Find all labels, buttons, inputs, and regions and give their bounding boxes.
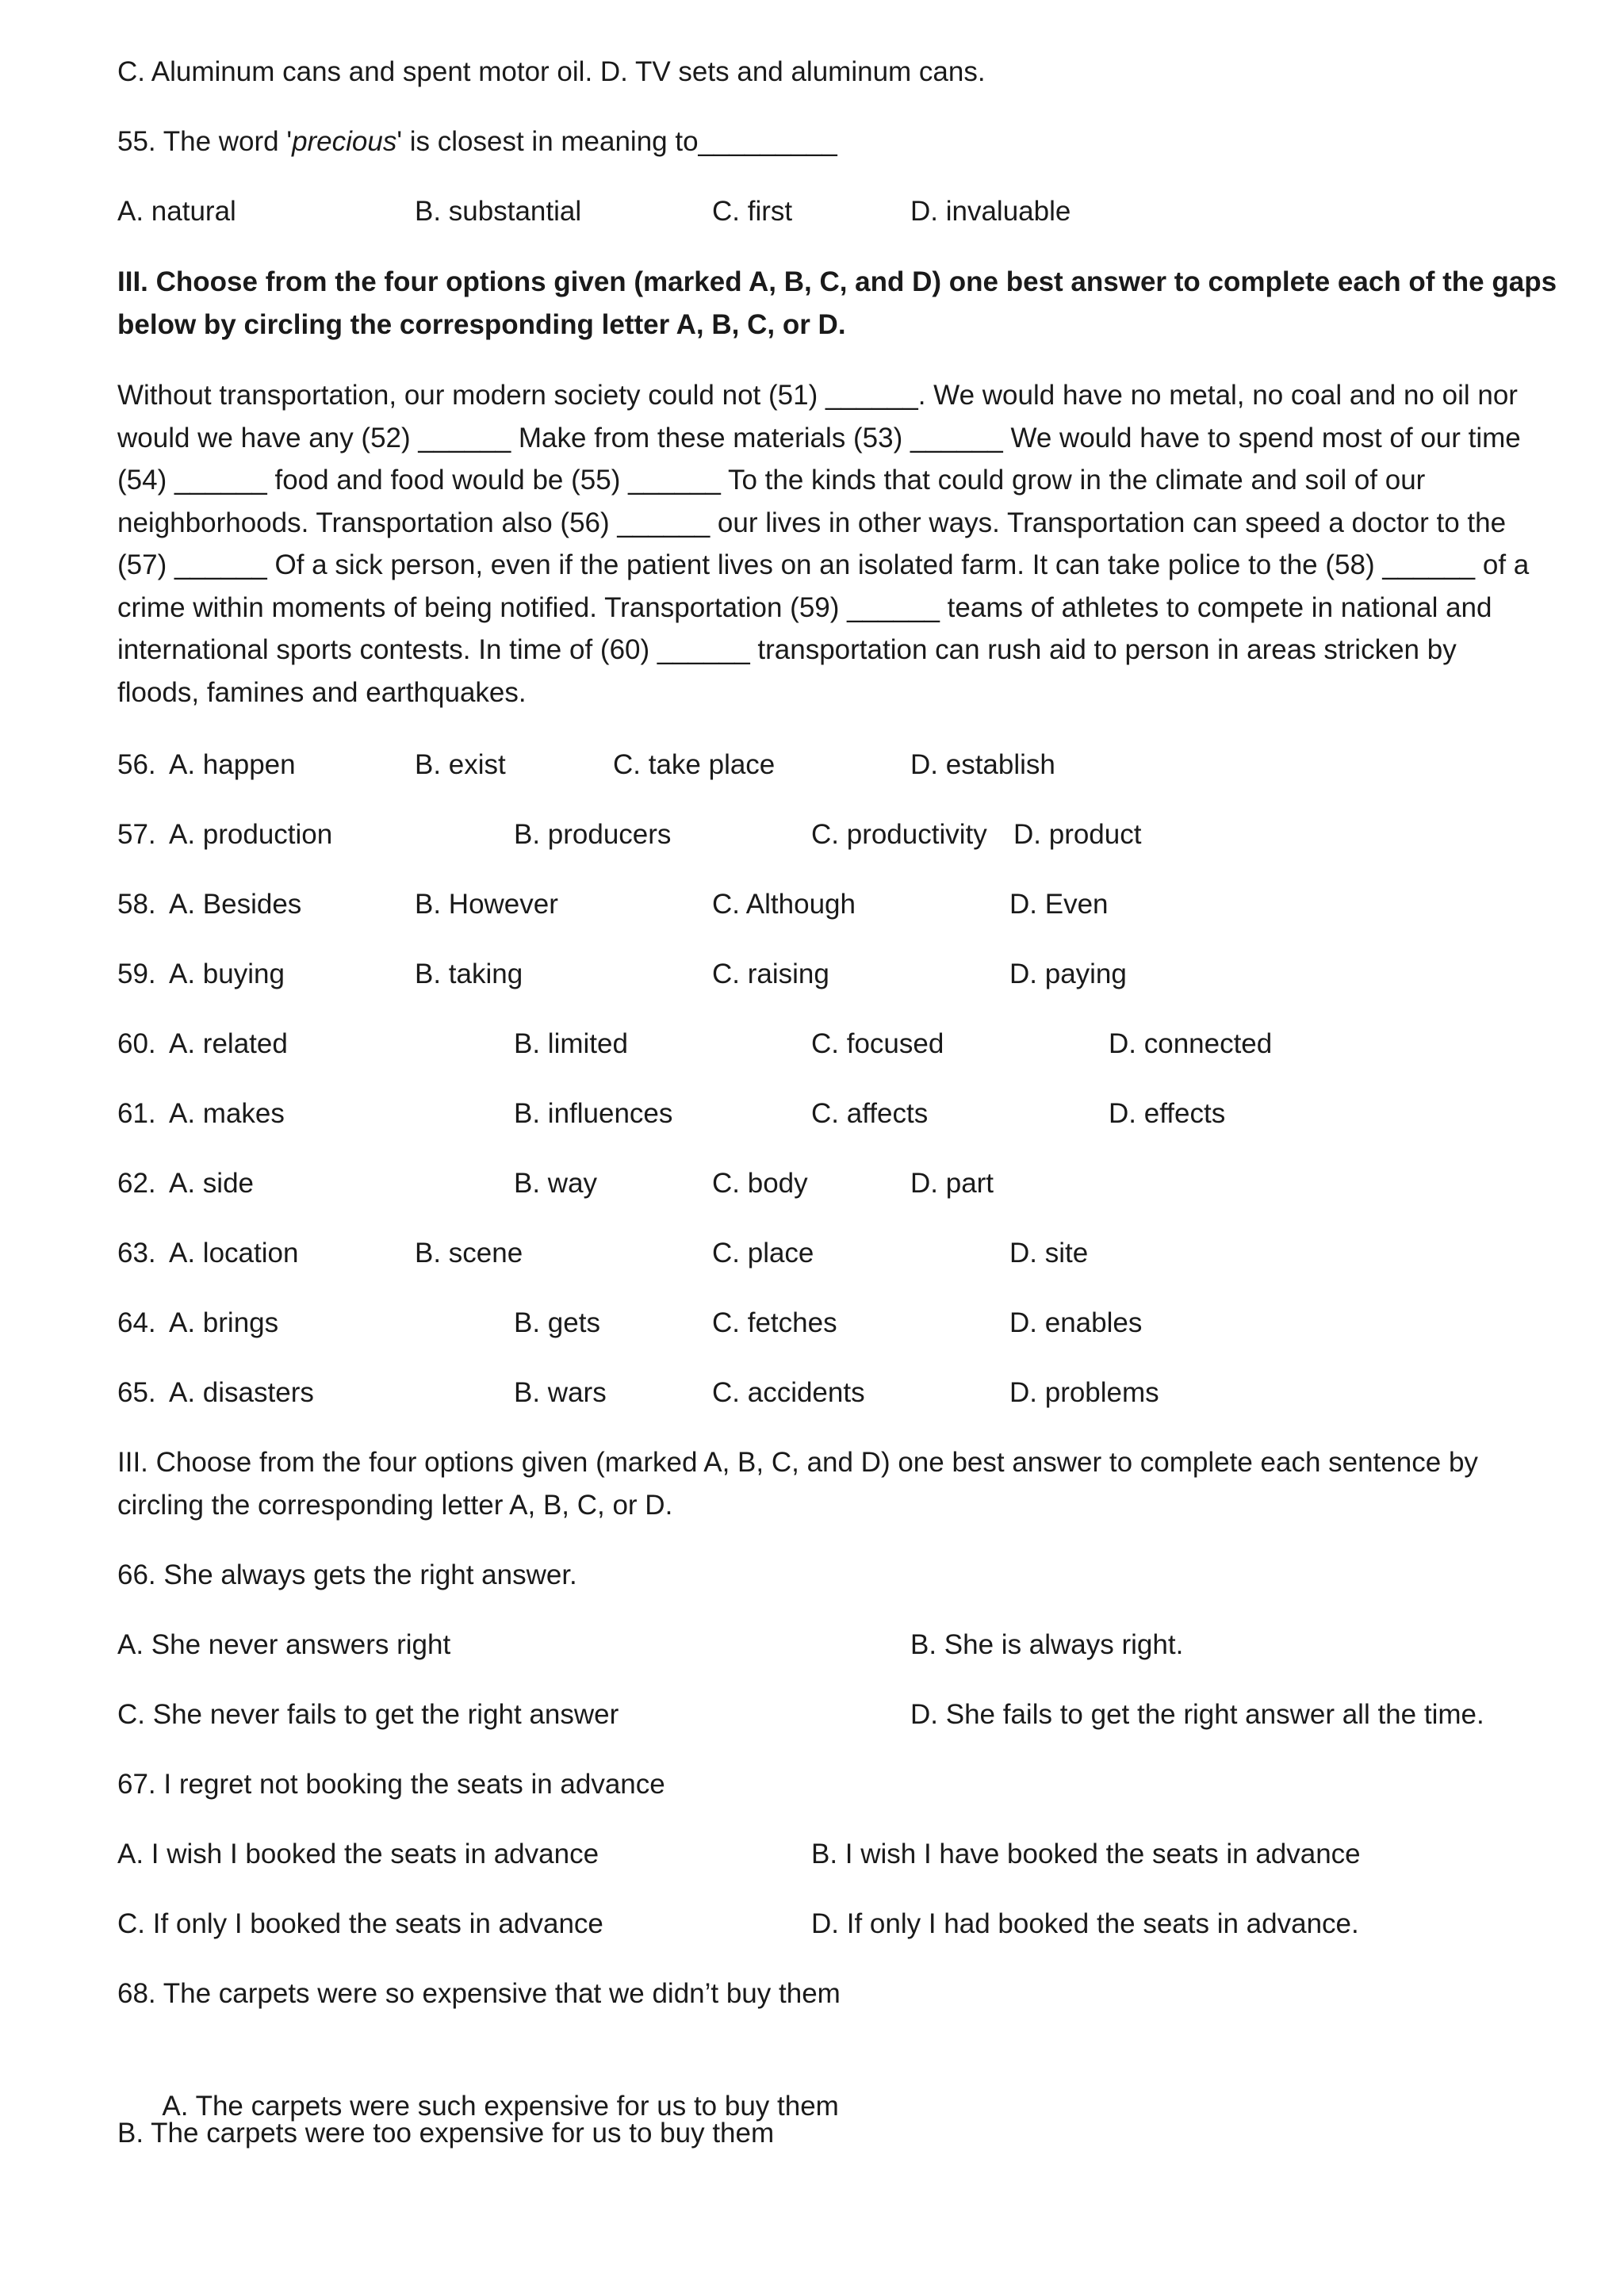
q55-word: precious bbox=[292, 126, 397, 157]
option-a[interactable]: A. happen bbox=[169, 749, 296, 780]
option-b[interactable]: B. limited bbox=[514, 1028, 628, 1059]
question-row-61 bbox=[117, 1093, 1545, 1135]
question-number: 63. bbox=[117, 1238, 156, 1269]
q67-options-row2 bbox=[117, 1903, 1545, 1946]
option-d[interactable]: D. paying bbox=[1009, 959, 1127, 989]
q68-stem bbox=[117, 1973, 841, 2015]
section-heading-sentences-text2: circling the corresponding letter A, B, C, or D. bbox=[117, 1490, 673, 1521]
option-c[interactable]: C. accidents bbox=[712, 1377, 865, 1408]
q66-options-row2 bbox=[117, 1693, 1545, 1736]
option-b[interactable]: B. wars bbox=[514, 1377, 607, 1408]
section-heading-sentences-text1: III. Choose from the four options given (marked A, B, C, and D) one best answer to complete each sentence by bbox=[117, 1447, 1478, 1478]
question-number: 61. bbox=[117, 1098, 156, 1129]
question-row-59 bbox=[117, 953, 1545, 996]
question-number: 56. bbox=[117, 749, 156, 780]
section-heading-gaps-text2: below by circling the corresponding letter A, B, C, or D. bbox=[117, 309, 846, 340]
option-c[interactable]: C. productivity bbox=[811, 819, 987, 850]
option-b[interactable]: B. However bbox=[415, 889, 558, 920]
q55-option-d[interactable]: D. invaluable bbox=[910, 196, 1071, 227]
q67-option-d[interactable]: D. If only I had booked the seats in advance. bbox=[811, 1908, 1359, 1939]
option-c[interactable]: C. fetches bbox=[712, 1307, 837, 1338]
passage-line: neighborhoods. Transportation also (56) ______ our lives in other ways. Transportation can speed a doctor to the bbox=[117, 507, 1507, 538]
question-row-60 bbox=[117, 1023, 1545, 1066]
q66-option-d[interactable]: D. She fails to get the right answer all the time. bbox=[910, 1699, 1484, 1730]
q54-options-text: C. Aluminum cans and spent motor oil. D. TV sets and aluminum cans. bbox=[117, 56, 986, 87]
q55-stem bbox=[117, 121, 837, 163]
option-a[interactable]: A. makes bbox=[169, 1098, 285, 1129]
passage-line: would we have any (52) ______ Make from these materials (53) ______ We would have to spend most of our time bbox=[117, 422, 1521, 453]
question-number: 64. bbox=[117, 1307, 156, 1338]
option-d[interactable]: D. site bbox=[1009, 1238, 1089, 1269]
q55-options bbox=[117, 190, 1545, 233]
q54-options-continued bbox=[117, 51, 986, 94]
question-number: 58. bbox=[117, 889, 156, 920]
question-row-65 bbox=[117, 1372, 1545, 1414]
question-row-62 bbox=[117, 1162, 1545, 1205]
question-row-57 bbox=[117, 813, 1545, 856]
option-d[interactable]: D. connected bbox=[1109, 1028, 1273, 1059]
q66-option-c[interactable]: C. She never fails to get the right answer bbox=[117, 1699, 619, 1730]
question-row-64 bbox=[117, 1302, 1545, 1345]
option-b[interactable]: B. taking bbox=[415, 959, 523, 989]
option-d[interactable]: D. problems bbox=[1009, 1377, 1159, 1408]
option-a[interactable]: A. brings bbox=[169, 1307, 279, 1338]
q67-option-c[interactable]: C. If only I booked the seats in advance bbox=[117, 1908, 603, 1939]
q66-option-b[interactable]: B. She is always right. bbox=[910, 1629, 1184, 1660]
option-b[interactable]: B. way bbox=[514, 1168, 598, 1199]
section-heading-gaps-text1: III. Choose from the four options given (marked A, B, C, and D) one best answer to complete each of the gaps bbox=[117, 266, 1557, 297]
q68-option-b[interactable]: B. The carpets were too expensive for us to buy them bbox=[117, 2118, 775, 2149]
passage-line: international sports contests. In time of (60) ______ transportation can rush aid to person in areas stricken by bbox=[117, 634, 1457, 665]
option-a[interactable]: A. buying bbox=[169, 959, 285, 989]
passage-line: (57) ______ Of a sick person, even if the patient lives on an isolated farm. It can take police to the (58) ______ of a bbox=[117, 549, 1530, 580]
option-c[interactable]: C. Although bbox=[712, 889, 856, 920]
q66-option-a[interactable]: A. She never answers right bbox=[117, 1629, 451, 1660]
passage-line: (54) ______ food and food would be (55) ______ To the kinds that could grow in the climate and soil of our bbox=[117, 465, 1426, 496]
section-heading-gaps-line2 bbox=[117, 304, 846, 346]
option-b[interactable]: B. producers bbox=[514, 819, 672, 850]
question-row-58 bbox=[117, 883, 1545, 926]
option-c[interactable]: C. body bbox=[712, 1168, 808, 1199]
passage-line: crime within moments of being notified. Transportation (59) ______ teams of athletes to compete in national and bbox=[117, 591, 1492, 623]
option-c[interactable]: C. take place bbox=[613, 749, 776, 780]
q55-option-b[interactable]: B. substantial bbox=[415, 196, 582, 227]
option-a[interactable]: A. side bbox=[169, 1168, 254, 1199]
q55-suffix: ' is closest in meaning to_________ bbox=[396, 126, 837, 157]
option-b[interactable]: B. scene bbox=[415, 1238, 523, 1269]
q66-stem-text: 66. She always gets the right answer. bbox=[117, 1559, 577, 1590]
passage-line: floods, famines and earthquakes. bbox=[117, 676, 527, 708]
option-c[interactable]: C. focused bbox=[811, 1028, 944, 1059]
q68-stem-text: 68. The carpets were so expensive that we didn’t buy them bbox=[117, 1978, 841, 2009]
question-number: 57. bbox=[117, 819, 156, 850]
question-number: 65. bbox=[117, 1377, 156, 1408]
question-number: 59. bbox=[117, 959, 156, 989]
passage-line: Without transportation, our modern society could not (51) ______. We would have no metal, no coal and no oil nor bbox=[117, 380, 1518, 411]
option-d[interactable]: D. effects bbox=[1109, 1098, 1226, 1129]
q66-options-row1 bbox=[117, 1624, 1545, 1667]
question-row-63 bbox=[117, 1232, 1545, 1275]
option-d[interactable]: D. enables bbox=[1009, 1307, 1143, 1338]
section-heading-gaps-line1 bbox=[117, 261, 1557, 304]
q55-option-a[interactable]: A. natural bbox=[117, 196, 236, 227]
option-a[interactable]: A. related bbox=[169, 1028, 288, 1059]
q67-options-row1 bbox=[117, 1833, 1545, 1876]
option-c[interactable]: C. place bbox=[712, 1238, 814, 1269]
option-c[interactable]: C. affects bbox=[811, 1098, 929, 1129]
cloze-passage bbox=[117, 374, 1545, 714]
option-d[interactable]: D. establish bbox=[910, 749, 1055, 780]
option-a[interactable]: A. location bbox=[169, 1238, 299, 1269]
option-a[interactable]: A. Besides bbox=[169, 889, 302, 920]
q68-option-b-line bbox=[117, 2112, 774, 2155]
section-heading-sentences-line1 bbox=[117, 1441, 1478, 1484]
option-c[interactable]: C. raising bbox=[712, 959, 829, 989]
q55-prefix: 55. The word ' bbox=[117, 126, 293, 157]
option-d[interactable]: D. Even bbox=[1009, 889, 1109, 920]
question-row-56 bbox=[117, 744, 1545, 786]
section-heading-sentences-line2 bbox=[117, 1484, 672, 1527]
question-number: 62. bbox=[117, 1168, 156, 1199]
q66-stem bbox=[117, 1554, 577, 1597]
option-a[interactable]: A. disasters bbox=[169, 1377, 314, 1408]
option-a[interactable]: A. production bbox=[169, 819, 333, 850]
q67-stem-text: 67. I regret not booking the seats in advance bbox=[117, 1769, 665, 1800]
q68-option-a[interactable]: A. The carpets were such expensive for us to buy them bbox=[147, 2091, 839, 2122]
option-d[interactable]: D. part bbox=[910, 1168, 994, 1199]
option-b[interactable]: B. gets bbox=[514, 1307, 600, 1338]
question-number: 60. bbox=[117, 1028, 156, 1059]
q67-option-a[interactable]: A. I wish I booked the seats in advance bbox=[117, 1839, 599, 1869]
q67-stem bbox=[117, 1763, 665, 1806]
q55-option-c[interactable]: C. first bbox=[712, 196, 793, 227]
option-b[interactable]: B. exist bbox=[415, 749, 506, 780]
option-d[interactable]: D. product bbox=[1013, 819, 1142, 850]
option-b[interactable]: B. influences bbox=[514, 1098, 673, 1129]
q67-option-b[interactable]: B. I wish I have booked the seats in advance bbox=[811, 1839, 1361, 1869]
